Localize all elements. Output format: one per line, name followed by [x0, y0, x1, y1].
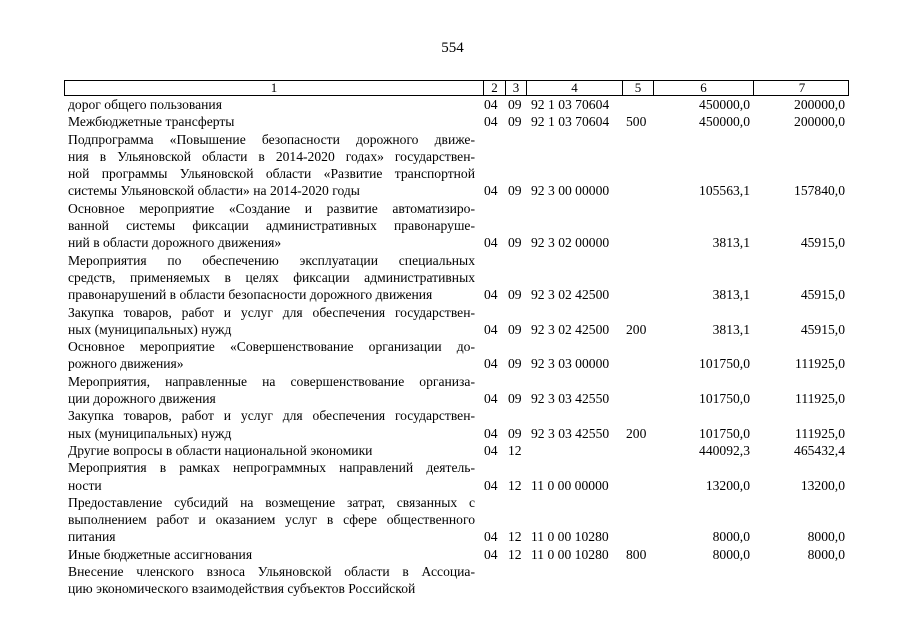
description-line: Мероприятия, направленные на совершенствование организа- — [68, 373, 475, 389]
row-description — [68, 200, 475, 252]
cell-razdel: 04 — [484, 97, 498, 112]
header-col-5: 5 — [622, 81, 653, 95]
cell-target-article: 92 3 03 42550 — [531, 425, 610, 441]
row-description — [68, 563, 475, 598]
description-line: дорог общего пользования — [68, 97, 222, 112]
description-line: Межбюджетные трансферты — [68, 114, 235, 130]
cell-sum-col-6: 101750,0 — [699, 425, 750, 441]
cell-target-article: 11 0 00 10280 — [531, 529, 609, 545]
description-line: рожного движения» — [68, 356, 184, 372]
description-line: Мероприятия в рамках непрограммных направлений деятель- — [68, 460, 475, 476]
cell-sum-col-6: 450000,0 — [699, 97, 750, 112]
cell-sum-col-7: 111925,0 — [795, 391, 845, 407]
description-line: Основное мероприятие «Создание и развитие автоматизиро- — [68, 200, 475, 216]
description-line: средств, применяемых в целях фиксации административных — [68, 269, 475, 285]
cell-sum-col-6: 440092,3 — [699, 442, 750, 458]
cell-podrazdel: 12 — [508, 477, 522, 493]
table-row — [0, 131, 905, 200]
cell-sum-col-6: 13200,0 — [705, 477, 750, 493]
description-line: ванной системы фиксации административных правонаруше- — [68, 218, 475, 234]
cell-target-article: 92 3 02 00000 — [531, 235, 610, 251]
header-col-3: 3 — [505, 81, 526, 95]
description-line: выполнением работ и оказанием услуг в сфере общественного — [68, 512, 475, 528]
cell-sum-col-7: 200000,0 — [794, 114, 845, 130]
description-line: ных (муниципальных) нужд — [68, 321, 232, 337]
cell-razdel: 04 — [484, 114, 498, 130]
description-line: ний в области дорожного движения» — [68, 235, 282, 251]
cell-podrazdel: 12 — [508, 546, 522, 562]
cell-sum-col-7: 45915,0 — [800, 235, 845, 251]
cell-sum-col-6: 8000,0 — [712, 546, 750, 562]
header-col-2: 2 — [483, 81, 505, 95]
description-line: ности — [68, 477, 102, 493]
cell-podrazdel: 09 — [508, 391, 522, 407]
cell-sum-col-6: 105563,1 — [699, 183, 750, 199]
table-row — [0, 200, 905, 252]
cell-razdel: 04 — [484, 442, 498, 458]
table-body — [0, 96, 905, 598]
cell-sum-col-6: 101750,0 — [699, 356, 750, 372]
table-row — [0, 96, 905, 113]
table-row — [0, 113, 905, 130]
description-line: Внесение членского взноса Ульяновской области в Ассоциа- — [68, 564, 475, 580]
description-line: системы Ульяновской области» на 2014-2020 годы — [68, 183, 360, 199]
cell-razdel: 04 — [484, 529, 498, 545]
cell-razdel: 04 — [484, 391, 498, 407]
description-line: ной программы Ульяновской области «Развитие транспортной — [68, 166, 475, 182]
description-line: Другие вопросы в области национальной экономики — [68, 442, 373, 458]
cell-sum-col-7: 465432,4 — [794, 442, 845, 458]
cell-expense-type: 800 — [626, 546, 647, 562]
cell-podrazdel: 09 — [508, 235, 522, 251]
cell-sum-col-7: 157840,0 — [794, 183, 845, 199]
row-description — [68, 131, 475, 200]
cell-podrazdel: 09 — [508, 425, 522, 441]
cell-podrazdel: 09 — [508, 114, 522, 130]
header-col-7: 7 — [753, 81, 850, 95]
table-row — [0, 459, 905, 494]
cell-sum-col-6: 3813,1 — [712, 287, 750, 303]
description-line: Предоставление субсидий на возмещение затрат, связанных с — [68, 494, 475, 510]
cell-podrazdel: 12 — [508, 529, 522, 545]
row-description — [68, 494, 475, 546]
description-line: правонарушений в области безопасности дорожного движения — [68, 287, 433, 303]
table-row — [0, 252, 905, 304]
description-line: Закупка товаров, работ и услуг для обеспечения государствен- — [68, 408, 475, 424]
cell-sum-col-6: 3813,1 — [712, 235, 750, 251]
cell-razdel: 04 — [484, 477, 498, 493]
row-description — [68, 442, 475, 459]
cell-target-article: 92 1 03 70604 — [531, 114, 610, 130]
table-row — [0, 373, 905, 408]
cell-podrazdel: 09 — [508, 287, 522, 303]
table-row — [0, 407, 905, 442]
cell-sum-col-7: 45915,0 — [800, 287, 845, 303]
cell-razdel: 04 — [484, 356, 498, 372]
cell-podrazdel: 09 — [508, 97, 522, 112]
cell-target-article: 11 0 00 10280 — [531, 546, 609, 562]
cell-sum-col-7: 200000,0 — [794, 97, 845, 112]
description-line: Основное мероприятие «Совершенствование организации до- — [68, 339, 475, 355]
description-line: ции дорожного движения — [68, 391, 216, 407]
description-line: Подпрограмма «Повышение безопасности дорожного движе- — [68, 131, 475, 147]
cell-podrazdel: 12 — [508, 442, 522, 458]
page-number: 554 — [441, 40, 464, 56]
cell-sum-col-6: 3813,1 — [712, 321, 750, 337]
cell-sum-col-7: 111925,0 — [795, 425, 845, 441]
cell-sum-col-7: 111925,0 — [795, 356, 845, 372]
cell-podrazdel: 09 — [508, 321, 522, 337]
header-col-4: 4 — [526, 81, 622, 95]
cell-target-article: 92 3 02 42500 — [531, 321, 610, 337]
row-description — [68, 546, 475, 563]
cell-target-article: 92 3 03 42550 — [531, 391, 610, 407]
cell-sum-col-6: 450000,0 — [699, 114, 750, 130]
cell-sum-col-7: 8000,0 — [807, 529, 845, 545]
cell-podrazdel: 09 — [508, 356, 522, 372]
header-col-1: 1 — [270, 80, 278, 95]
table-header — [64, 80, 849, 96]
cell-target-article: 11 0 00 00000 — [531, 477, 609, 493]
cell-razdel: 04 — [484, 235, 498, 251]
description-line: питания — [68, 529, 116, 545]
table-row — [0, 563, 905, 598]
cell-target-article: 92 3 03 00000 — [531, 356, 610, 372]
cell-expense-type: 500 — [626, 114, 647, 130]
cell-sum-col-7: 13200,0 — [800, 477, 845, 493]
cell-razdel: 04 — [484, 183, 498, 199]
table-row — [0, 338, 905, 373]
table-row — [0, 546, 905, 563]
description-line: Мероприятия по обеспечению эксплуатации специальных — [68, 252, 475, 268]
cell-sum-col-7: 45915,0 — [800, 321, 845, 337]
row-description — [68, 338, 475, 373]
row-description — [68, 113, 475, 130]
description-line: Закупка товаров, работ и услуг для обеспечения государствен- — [68, 304, 475, 320]
cell-razdel: 04 — [484, 321, 498, 337]
cell-podrazdel: 09 — [508, 183, 522, 199]
cell-sum-col-6: 101750,0 — [699, 391, 750, 407]
table-row — [0, 442, 905, 459]
cell-sum-col-7: 8000,0 — [807, 546, 845, 562]
header-col-6: 6 — [653, 81, 753, 95]
cell-sum-col-6: 8000,0 — [712, 529, 750, 545]
cell-target-article: 92 1 03 70604 — [531, 97, 610, 112]
cell-expense-type: 200 — [626, 321, 647, 337]
row-description — [68, 304, 475, 339]
cell-target-article: 92 3 02 42500 — [531, 287, 610, 303]
description-line: Иные бюджетные ассигнования — [68, 546, 253, 562]
row-description — [68, 252, 475, 304]
row-description — [68, 407, 475, 442]
description-line: ных (муниципальных) нужд — [68, 425, 232, 441]
cell-target-article: 92 3 00 00000 — [531, 183, 610, 199]
cell-razdel: 04 — [484, 425, 498, 441]
cell-razdel: 04 — [484, 287, 498, 303]
table-row — [0, 304, 905, 339]
description-line: цию экономического взаимодействия субъектов Российской — [68, 581, 416, 597]
description-line: ния в Ульяновской области в 2014-2020 годах» государствен- — [68, 148, 475, 164]
cell-razdel: 04 — [484, 546, 498, 562]
row-description — [68, 459, 475, 494]
cell-expense-type: 200 — [626, 425, 647, 441]
row-description — [68, 373, 475, 408]
table-row — [0, 494, 905, 546]
row-description — [68, 96, 475, 113]
